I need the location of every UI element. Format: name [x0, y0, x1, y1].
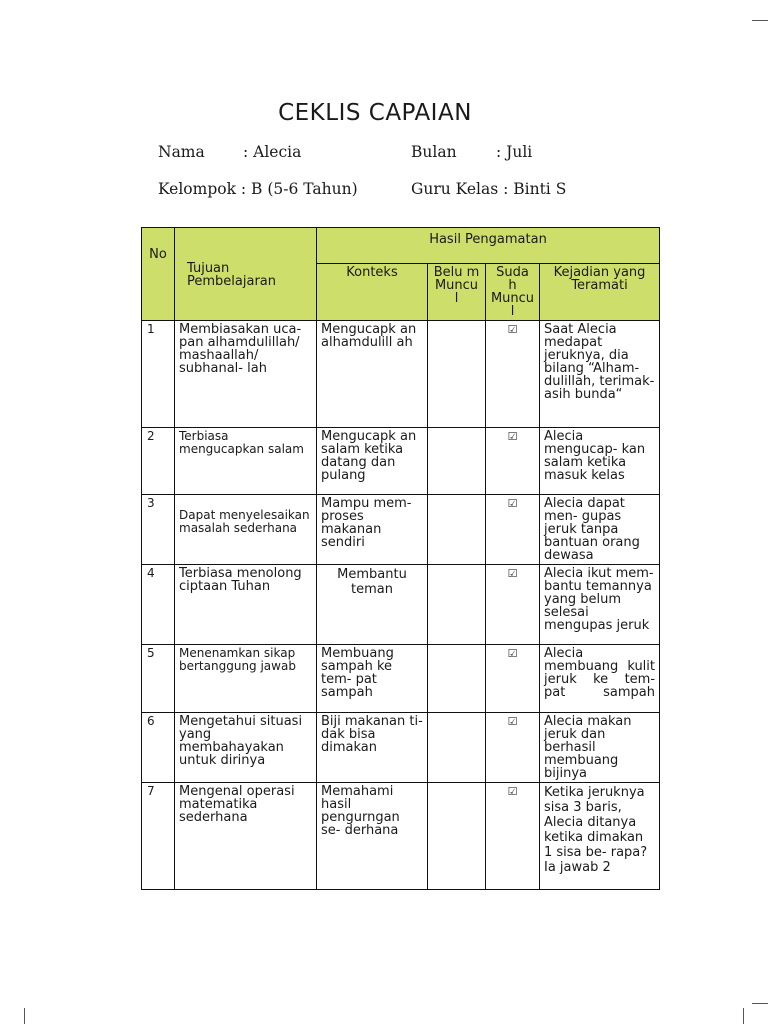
bulan-value: : Juli — [496, 143, 533, 161]
nama-value: : Alecia — [243, 143, 302, 161]
checkbox-icon: ☑ — [486, 321, 540, 428]
cell-no: 1 — [142, 321, 175, 428]
crop-mark-bottom-right-v — [743, 1008, 744, 1024]
header-konteks: Konteks — [317, 264, 428, 321]
cell-tujuan: Membiasakan uca- pan alhamdulillah/ mashaallah/ subhanal- lah — [175, 321, 317, 428]
guru-kelas-field: Guru Kelas : Binti S — [411, 180, 567, 198]
cell-belum — [428, 783, 486, 890]
header-hasil-pengamatan: Hasil Pengamatan — [317, 228, 660, 264]
cell-no: 3 — [142, 495, 175, 565]
checkbox-icon: ☑ — [486, 713, 540, 783]
cell-belum — [428, 428, 486, 495]
cell-konteks: Biji makanan ti- dak bisa dimakan — [317, 713, 428, 783]
header-tujuan: Tujuan Pembelajaran — [175, 228, 317, 321]
table-row — [142, 713, 660, 783]
cell-belum — [428, 321, 486, 428]
table-row — [142, 783, 660, 890]
cell-tujuan: Menenamkan sikap bertanggung jawab — [175, 645, 317, 713]
cell-no: 5 — [142, 645, 175, 713]
cell-kejadian: Ketika jeruknya sisa 3 baris, Alecia ditanya ketika dimakan 1 sisa be- rapa? Ia jawab 2 — [540, 783, 660, 890]
table-row — [142, 495, 660, 565]
header-no: No — [142, 228, 175, 321]
cell-konteks: Memahami hasil pengurngan se- derhana — [317, 783, 428, 890]
cell-konteks: Membantu teman — [317, 565, 428, 645]
header-row — [142, 228, 660, 264]
cell-kejadian: Alecia dapat men- gupas jeruk tanpa bantuan orang dewasa — [540, 495, 660, 565]
checkbox-icon: ☑ — [486, 495, 540, 565]
cell-konteks: Membuang sampah ke tem- pat sampah — [317, 645, 428, 713]
cell-no: 2 — [142, 428, 175, 495]
checkbox-icon: ☑ — [486, 565, 540, 645]
checkbox-icon: ☑ — [486, 428, 540, 495]
table-row — [142, 428, 660, 495]
cell-tujuan: Terbiasa mengucapkan salam — [175, 428, 317, 495]
cell-kejadian: Saat Alecia medapat jeruknya, dia bilang “Alham- dulillah, terimak- asih bunda“ — [540, 321, 660, 428]
checkbox-icon: ☑ — [486, 645, 540, 713]
cell-konteks: Mengucapk an alhamdulill ah — [317, 321, 428, 428]
kelompok-field: Kelompok : B (5-6 Tahun) — [158, 180, 358, 198]
nama-label: Nama — [158, 143, 205, 161]
header-sudah-muncul: Suda h Muncu l — [486, 264, 540, 321]
cell-tujuan: Mengenal operasi matematika sederhana — [175, 783, 317, 890]
cell-kejadian: Alecia makan jeruk dan berhasil membuang bijinya — [540, 713, 660, 783]
checkbox-icon: ☑ — [486, 783, 540, 890]
header-kejadian: Kejadian yang Teramati — [540, 264, 660, 321]
table-row — [142, 565, 660, 645]
cell-no: 4 — [142, 565, 175, 645]
table-row — [142, 321, 660, 428]
checklist-table — [141, 227, 660, 890]
crop-mark-bottom-left — [24, 1008, 25, 1024]
cell-belum — [428, 713, 486, 783]
cell-no: 7 — [142, 783, 175, 890]
cell-tujuan: Mengetahui situasi yang membahayakan untuk dirinya — [175, 713, 317, 783]
cell-kejadian: Alecia membuang kulit jeruk ke tem- pat sampah — [540, 645, 660, 713]
table-row — [142, 645, 660, 713]
bulan-label: Bulan — [411, 143, 457, 161]
crop-mark-bottom-right-h — [752, 1003, 768, 1004]
cell-kejadian: Alecia mengucap- kan salam ketika masuk kelas — [540, 428, 660, 495]
cell-tujuan: Terbiasa menolong ciptaan Tuhan — [175, 565, 317, 645]
cell-no: 6 — [142, 713, 175, 783]
crop-mark-top-right — [752, 20, 768, 21]
cell-konteks: Mengucapk an salam ketika datang dan pulang — [317, 428, 428, 495]
cell-belum — [428, 565, 486, 645]
cell-belum — [428, 645, 486, 713]
cell-tujuan: Dapat menyelesaikan masalah sederhana — [175, 495, 317, 565]
cell-kejadian: Alecia ikut mem- bantu temannya yang belum selesai mengupas jeruk — [540, 565, 660, 645]
page-title: CEKLIS CAPAIAN — [278, 100, 472, 126]
cell-belum — [428, 495, 486, 565]
header-belum-muncul: Belu m Muncu l — [428, 264, 486, 321]
cell-konteks: Mampu mem- proses makanan sendiri — [317, 495, 428, 565]
